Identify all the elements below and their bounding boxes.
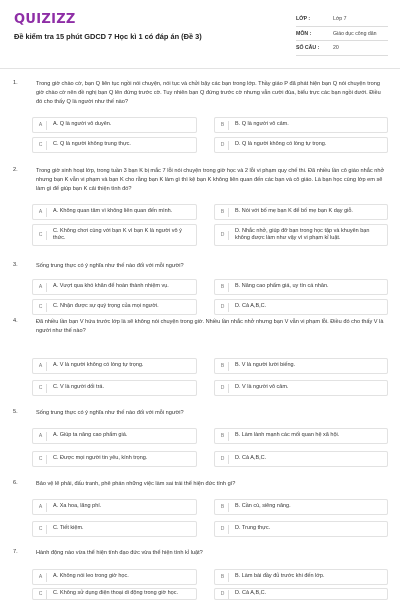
- option-c[interactable]: [32, 521, 197, 537]
- option-letter: C: [35, 303, 47, 312]
- option-d[interactable]: [214, 380, 388, 396]
- option-letter: B: [217, 362, 229, 371]
- option-text: A. Vượt qua khó khăn để hoàn thành nhiệm vụ.: [53, 283, 169, 290]
- question-number: 2.: [13, 167, 18, 173]
- option-a[interactable]: [32, 428, 197, 444]
- option-letter: A: [35, 573, 47, 582]
- option-text: B. Làm bài đầy đủ trước khi đến lớp.: [235, 573, 325, 580]
- option-a[interactable]: [32, 569, 197, 585]
- option-text: D. Trung thực.: [235, 525, 271, 532]
- option-letter: C: [35, 141, 47, 150]
- option-text: A. Không quan tâm vì không liên quan đến mình.: [53, 208, 173, 215]
- option-text: B. Nói với bố mẹ bạn K để bố mẹ bạn K dạy giỗ.: [235, 208, 353, 215]
- question-text: Sống trung thực có ý nghĩa như thế nào đối với mỗi người?: [36, 263, 184, 269]
- option-letter: C: [35, 525, 47, 534]
- worksheet-title: Đề kiểm tra 15 phút GDCD 7 Học kì 1 có đáp án (Đề 3): [14, 32, 202, 41]
- option-text: D. Cả A,B,C.: [235, 590, 267, 597]
- meta-label: SỐ CÂU :: [296, 45, 320, 52]
- option-letter: B: [217, 283, 229, 292]
- question-text: Sống trung thực có ý nghĩa như thế nào đối với mỗi người?: [36, 410, 184, 416]
- option-letter: D: [217, 384, 229, 393]
- option-text: A. Giúp ta nâng cao phẩm giá.: [53, 432, 128, 439]
- option-b[interactable]: [214, 279, 388, 295]
- option-text: A. V là người không có lòng tự trọng.: [53, 362, 144, 369]
- option-d[interactable]: [214, 451, 388, 467]
- option-c[interactable]: [32, 137, 197, 153]
- question-text: Bảo vệ lẽ phải, đấu tranh, phê phán những việc làm sai trái thể hiện đức tính gì?: [36, 481, 236, 487]
- question-number: 6.: [13, 480, 18, 486]
- question-number: 1.: [13, 80, 18, 86]
- question-text: Trong giờ chào cờ, bạn Q liên tục ngồi nói chuyện, nói tục và chửi bậy các bạn trong lớp. Thầy giáo P đã phát hiện bạn Q nói chuyện trong giờ chào cờ nên đề nghị bạn Q lên đứng trước cờ. Tuy nhiên bạn Q đứng trước cờ nhưng vẫn cười đùa, biểu trực các bạn ngồi dưới. Điều đó cho thấy Q là người như thế nào?: [36, 81, 381, 105]
- option-text: C. Tiết kiệm.: [53, 525, 84, 532]
- option-a[interactable]: [32, 279, 197, 295]
- meta-value: Giáo dục công dân: [333, 30, 377, 37]
- question-number: 5.: [13, 409, 18, 415]
- option-a[interactable]: [32, 499, 197, 515]
- option-letter: C: [35, 455, 47, 464]
- option-letter: D: [217, 455, 229, 464]
- option-text: B. Nâng cao phẩm giá, uy tín cá nhân.: [235, 283, 329, 290]
- question-text: Trong giờ sinh hoạt lớp, trong tuần 3 bạn K bị mắc 7 lỗi nói chuyện trong giờ học và 2 lỗi vi phạm quy chế thi. Đã nhiều lần cô giáo nhắc nhở nhưng bạn K vẫn vi phạm và bạn K cho rằng bạn K làm gì thì kệ bạn K không liên quan đến các bạn và cô giáo. Là bạn học cùng lớp em sẽ làm gì để giúp bạn K cải thiện tình đó?: [36, 168, 385, 192]
- option-letter: D: [217, 525, 229, 534]
- option-c[interactable]: [32, 299, 197, 315]
- option-letter: A: [35, 208, 47, 217]
- option-text: D. Cả A,B,C.: [235, 455, 267, 462]
- header-divider: [0, 68, 400, 69]
- option-letter: B: [217, 503, 229, 512]
- worksheet-header: [0, 0, 400, 68]
- option-text: C. Không sử dụng điện thoại di động trong giờ học.: [53, 590, 179, 597]
- option-text: D. Nhắc nhở, giúp đỡ bạn trong học tập và khuyên bạn không được làm như vậy vì vi phạm kỉ luật.: [235, 227, 370, 241]
- option-b[interactable]: [214, 204, 388, 220]
- option-d[interactable]: [214, 299, 388, 315]
- option-text: D. V là người vô cảm.: [235, 384, 289, 391]
- option-letter: D: [217, 231, 229, 240]
- option-letter: A: [35, 121, 47, 130]
- option-d[interactable]: [214, 521, 388, 537]
- option-b[interactable]: [214, 117, 388, 133]
- option-text: B. Cần cù, siêng năng.: [235, 503, 291, 510]
- option-letter: B: [217, 573, 229, 582]
- question-number: 3.: [13, 262, 18, 268]
- option-c[interactable]: [32, 588, 197, 600]
- option-letter: A: [35, 503, 47, 512]
- option-text: C. Được mọi người tin yêu, kính trọng.: [53, 455, 148, 462]
- option-letter: A: [35, 283, 47, 292]
- option-letter: B: [217, 432, 229, 441]
- option-letter: B: [217, 208, 229, 217]
- option-text: B. Làm lành mạnh các mối quan hệ xã hội.: [235, 432, 340, 439]
- option-d[interactable]: [214, 588, 388, 600]
- meta-row-class: [296, 13, 388, 27]
- option-text: C. V là người dối trá.: [53, 384, 105, 391]
- meta-label: MÔN :: [296, 30, 312, 37]
- option-text: D. Cả A,B,C.: [235, 303, 267, 310]
- option-letter: A: [35, 432, 47, 441]
- option-letter: C: [35, 590, 47, 599]
- meta-value: 20: [333, 45, 339, 52]
- option-text: A. Không nói leo trong giờ học.: [53, 573, 129, 580]
- option-a[interactable]: [32, 358, 197, 374]
- quizizz-logo: QUIZIZZ: [14, 12, 76, 27]
- option-letter: D: [217, 303, 229, 312]
- option-letter: B: [217, 121, 229, 130]
- option-b[interactable]: [214, 499, 388, 515]
- option-b[interactable]: [214, 358, 388, 374]
- option-letter: A: [35, 362, 47, 371]
- meta-row-subject: [296, 28, 388, 42]
- option-b[interactable]: [214, 569, 388, 585]
- option-text: A. Q là người vô duyên.: [53, 121, 112, 128]
- option-c[interactable]: [32, 380, 197, 396]
- option-text: C. Q là người không trung thực.: [53, 141, 131, 148]
- option-c[interactable]: [32, 451, 197, 467]
- option-text: A. Xa hoa, lãng phí.: [53, 503, 102, 510]
- option-letter: D: [217, 141, 229, 150]
- meta-value: Lớp 7: [333, 16, 347, 23]
- option-d[interactable]: [214, 224, 388, 246]
- question-text: Hành động nào vừa thể hiện tính đạo đức vừa thể hiện tính kỉ luật?: [36, 550, 203, 556]
- option-letter: D: [217, 590, 229, 599]
- option-a[interactable]: [32, 204, 197, 220]
- meta-row-count: [296, 42, 388, 56]
- option-letter: C: [35, 384, 47, 393]
- option-text: C. Không chơi cùng với bạn K vì bạn K là người vô ý thức.: [53, 227, 182, 241]
- question-number: 7.: [13, 549, 18, 555]
- option-b[interactable]: [214, 428, 388, 444]
- meta-label: LỚP :: [296, 16, 311, 23]
- option-text: B. V là người lười biếng.: [235, 362, 296, 369]
- option-a[interactable]: [32, 117, 197, 133]
- option-text: B. Q là người vô cảm.: [235, 121, 289, 128]
- option-text: C. Nhận được sự quý trọng của mọi người.: [53, 303, 159, 310]
- option-c[interactable]: [32, 224, 197, 246]
- option-d[interactable]: [214, 137, 388, 153]
- question-text: Đã nhiều lần bạn V hứa trước lớp là sẽ không nói chuyện trong giờ. Nhiều lần nhắc nhở nhưng bạn V vẫn vi phạm lỗi. Điều đó cho thấy V là người như thế nào?: [36, 319, 384, 334]
- question-number: 4.: [13, 318, 18, 324]
- option-letter: C: [35, 231, 47, 240]
- option-text: D. Q là người không có lòng tự trọng.: [235, 141, 327, 148]
- worksheet-meta: [296, 13, 388, 57]
